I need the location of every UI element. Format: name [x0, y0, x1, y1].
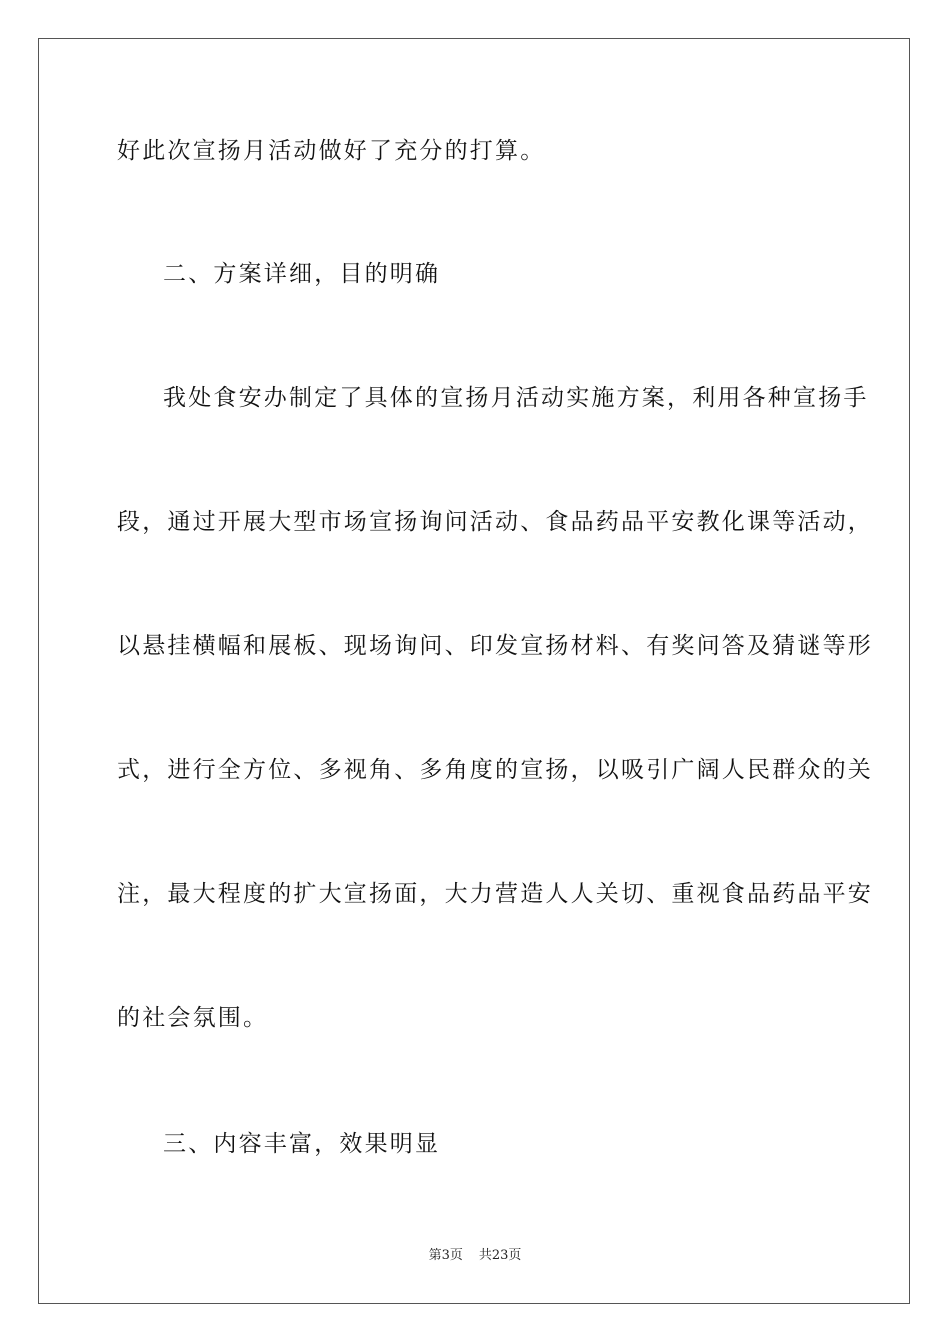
section-heading-3: 三、内容丰富，效果明显	[163, 1131, 441, 1157]
section-heading-2: 二、方案详细，目的明确	[163, 261, 441, 287]
paragraph-line: 段，通过开展大型市场宣扬询问活动、食品药品平安教化课等活动，	[117, 509, 873, 535]
page-footer	[0, 1247, 950, 1265]
paragraph-line: 的社会氛围。	[117, 1005, 269, 1031]
total-pages: 共23页	[478, 1248, 522, 1263]
paragraph-line: 好此次宣扬月活动做好了充分的打算。	[117, 138, 546, 164]
page-number: 第3页	[428, 1248, 463, 1263]
paragraph-line: 式，进行全方位、多视角、多角度的宣扬，以吸引广阔人民群众的关	[117, 757, 873, 783]
page-border	[38, 38, 910, 1304]
paragraph-line: 以悬挂横幅和展板、现场询问、印发宣扬材料、有奖问答及猜谜等形	[117, 633, 873, 659]
paragraph-line: 我处食安办制定了具体的宣扬月活动实施方案，利用各种宣扬手	[163, 385, 869, 411]
paragraph-line: 注，最大程度的扩大宣扬面，大力营造人人关切、重视食品药品平安	[117, 881, 873, 907]
